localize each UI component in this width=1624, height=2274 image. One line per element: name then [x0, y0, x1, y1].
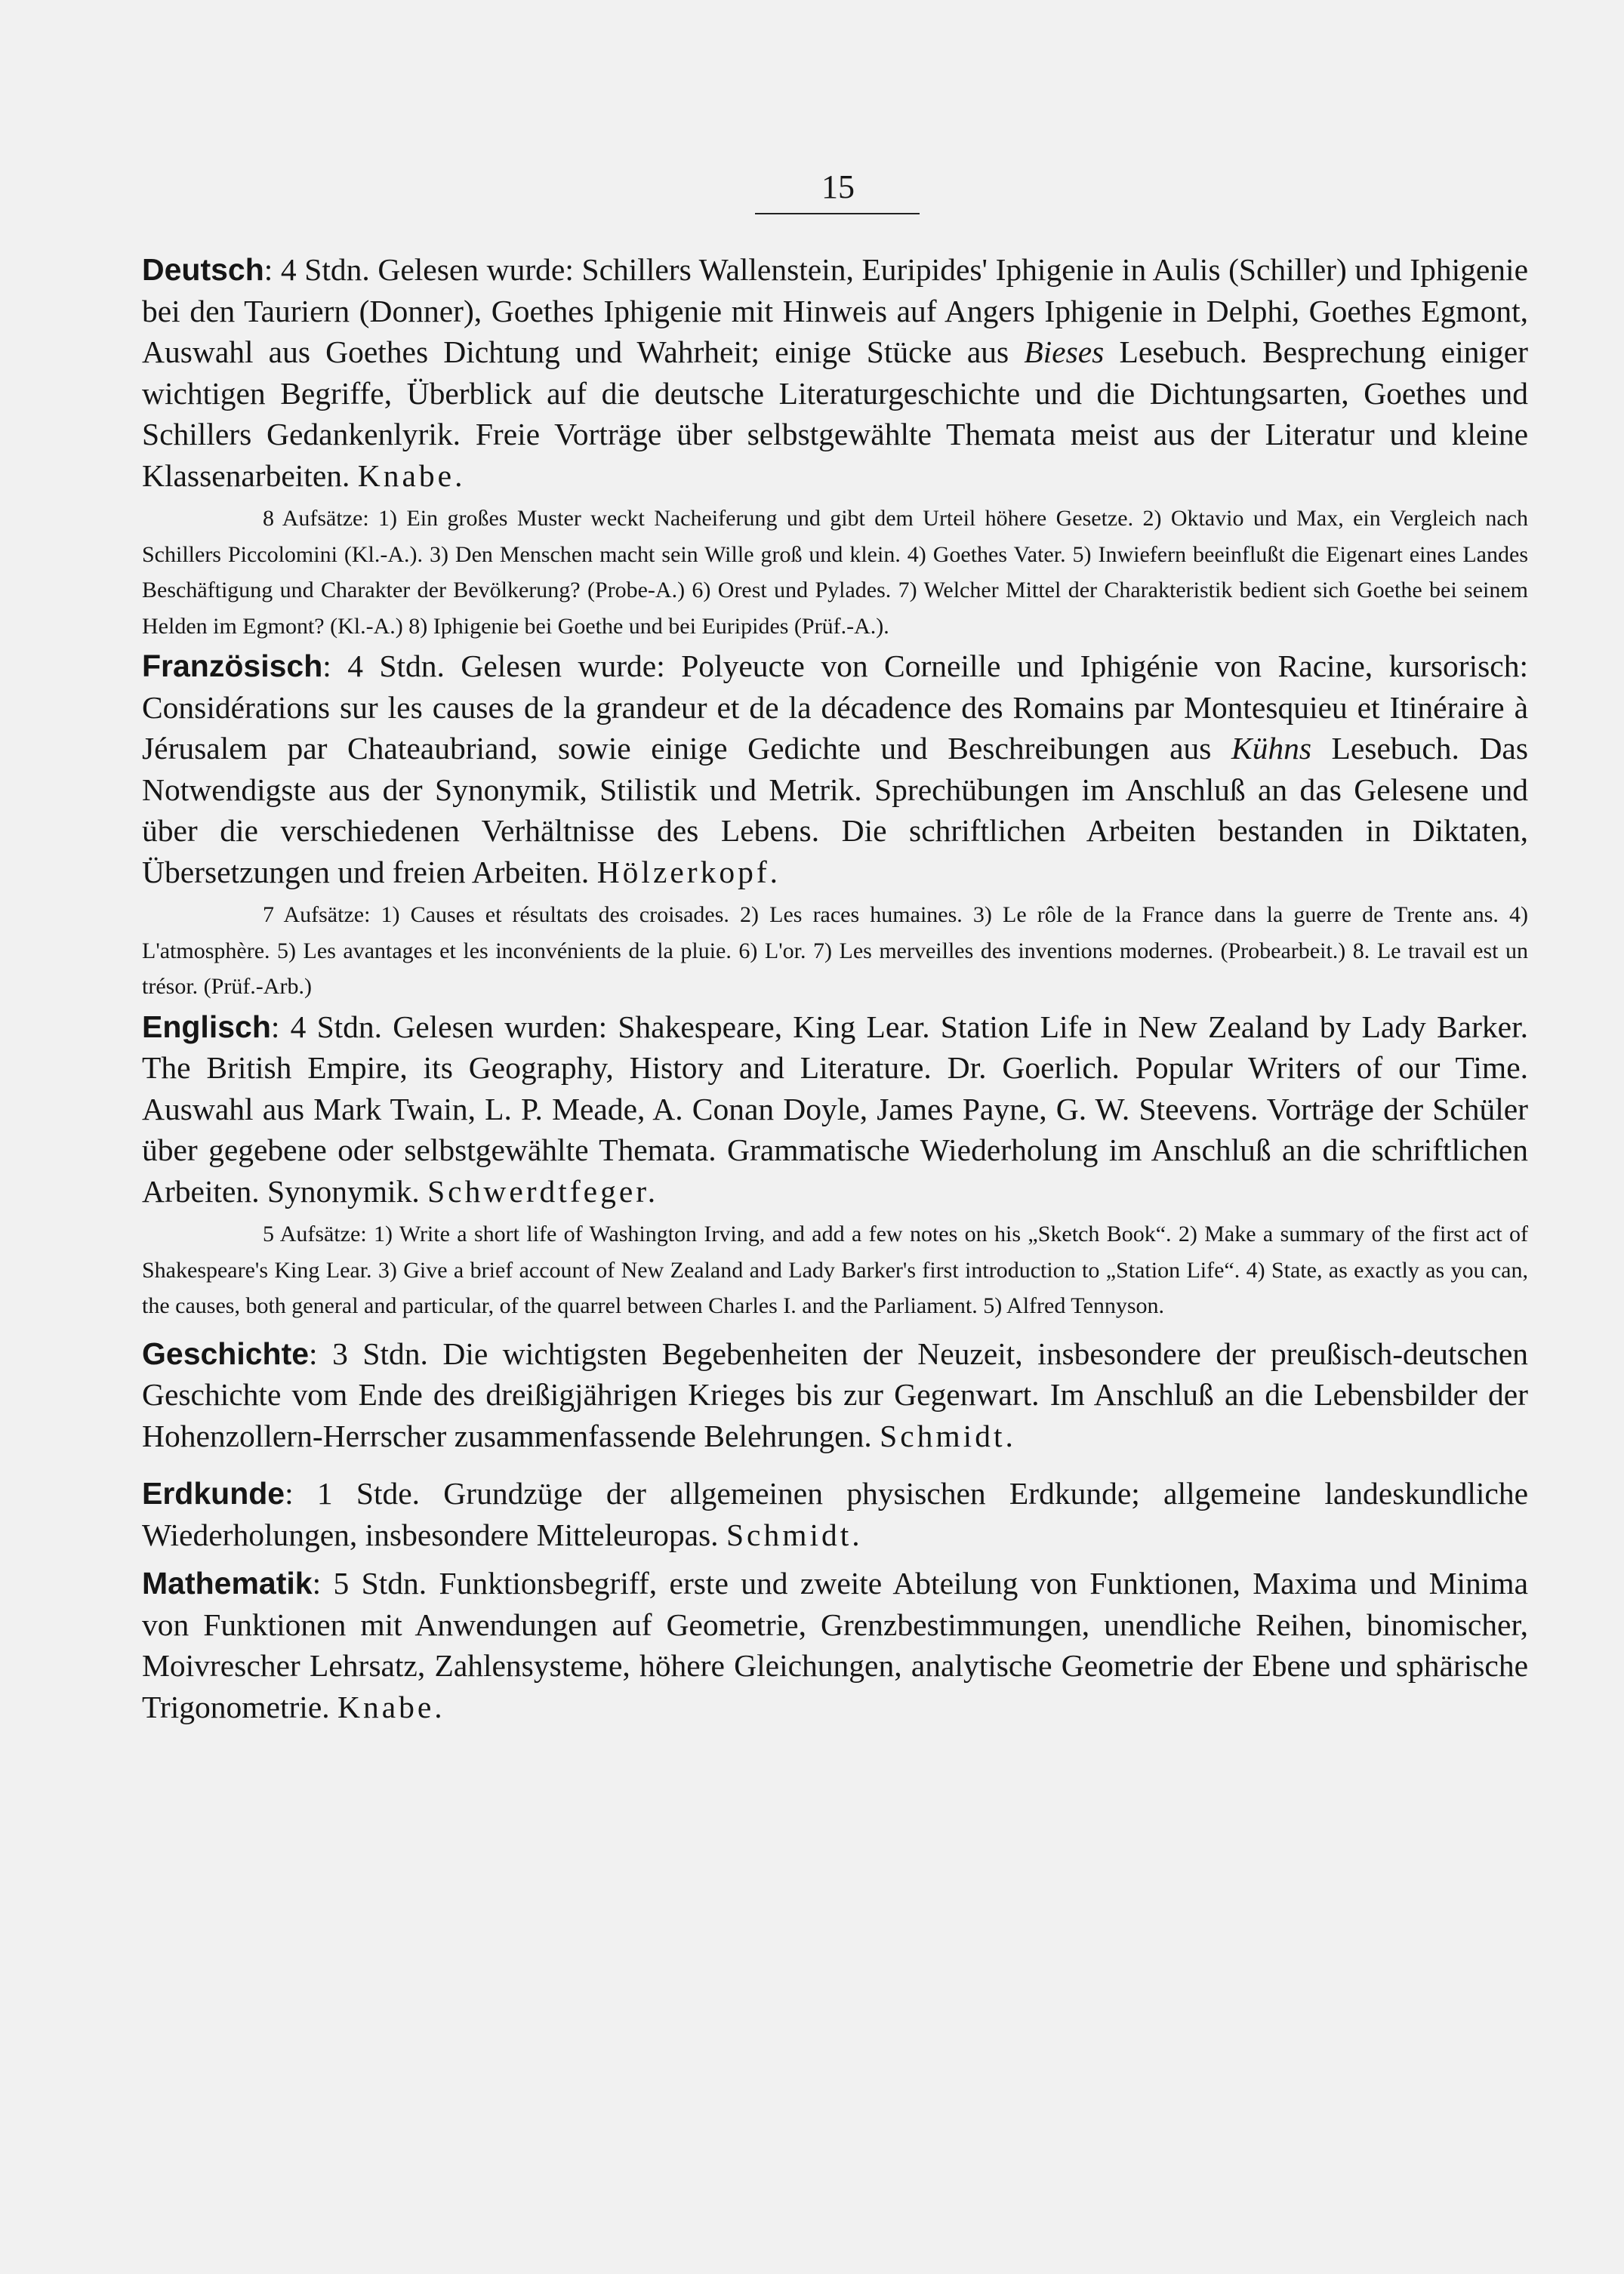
- page-number-rule: [755, 213, 920, 214]
- section-geschichte: [142, 1333, 1528, 1457]
- erdkunde-subject: Erdkunde: [142, 1476, 285, 1511]
- section-erdkunde: [142, 1473, 1528, 1555]
- deutsch-essays: 8 Aufsätze: 1) Ein großes Muster weckt Nacheiferung und gibt dem Urteil höhere Gesetze. 2) Oktavio und Max, ein Vergleich nach Schillers Piccolomini (Kl.-A.). 3) Den Menschen macht sein Wille groß und klein. 4) Goethes Vater. 5) Inwiefern beeinflußt die Eigenart eines Landes Beschäftigung und Charakter der Bevölkerung? (Probe-A.) 6) Orest und Pylades. 7) Welcher Mittel der Charakteristik bedient sich Goethe bei seinem Helden im Egmont? (Kl.-A.) 8) Iphigenie bei Goethe und bei Euripides (Prüf.-A.).: [142, 506, 1528, 639]
- section-franzoesisch: [142, 646, 1528, 1005]
- franzoesisch-essays: 7 Aufsätze: 1) Causes et résultats des croisades. 2) Les races humaines. 3) Le rôle de la France dans la guerre de Trente ans. 4) L'atmosphère. 5) Les avantages et les inconvénients de la pluie. 6) L'or. 7) Les merveilles des inventions modernes. (Probearbeit.) 8. Le travail est un trésor. (Prüf.-Arb.): [142, 902, 1528, 999]
- englisch-text-a: : 4 Stdn. Gelesen wurden: Shakespeare, King Lear. Station Life in New Zealand by Lady Barker. The British Empire, its Geography, History and Literature. Dr. Goerlich. Popular Writers of our Time. Auswahl aus Mark Twain, L. P. Meade, A. Conan Doyle, James Payne, G. W. Steevens. Vorträge der Schüler über gegebene oder selbstgewählte Themata. Grammatische Wiederholung im Anschluß an die schriftlichen Arbeiten. Synonymik.: [142, 1009, 1528, 1209]
- spacer: [142, 1555, 1528, 1563]
- section-englisch: [142, 1006, 1528, 1324]
- geschichte-text-a: : 3 Stdn. Die wichtigsten Begebenheiten der Neuzeit, insbesondere der preußisch-deutschen Geschichte vom Ende des dreißigjährigen Krieges bis zur Gegenwart. Im Anschluß an die Lebensbilder der Hohenzollern-Herrscher zusammenfassende Belehrungen.: [142, 1336, 1528, 1453]
- franzoesisch-teacher: Hölzerkopf.: [596, 854, 781, 889]
- englisch-subject: Englisch: [142, 1009, 271, 1044]
- page-content: [142, 249, 1528, 1727]
- spacer: [142, 1326, 1528, 1333]
- franzoesisch-text-a: : 4 Stdn. Gelesen wurde: Polyeucte von Corneille und Iphigénie von Racine, kursorisch: Considérations sur les causes de la grandeur et de la décadence des Romains par Montesquieu et Itinéraire à Jérusalem par Chateaubriand, sowie einige Gedichte und Beschreibungen aus: [142, 649, 1528, 766]
- franzoesisch-italic: Kühns: [1231, 731, 1312, 766]
- franzoesisch-paragraph: [142, 646, 1528, 892]
- deutsch-text-a: : 4 Stdn. Gelesen wurde: Schillers Wallenstein, Euripides' Iphigenie in Aulis (Schiller) und Iphigenie bei den Tauriern (Donner), Goethes Iphigenie mit Hinweis auf Angers Iphigenie in Delphi, Goethes Egmont, Auswahl aus Goethes Dichtung und Wahrheit; einige Stücke aus: [142, 252, 1528, 369]
- franzoesisch-subject: Französisch: [142, 649, 323, 683]
- mathematik-text-a: : 5 Stdn. Funktionsbegriff, erste und zweite Abteilung von Funktionen, Maxima und Minima von Funktionen mit Anwendungen auf Geometrie, Grenzbestimmungen, unendliche Reihen, binomischer, Moivrescher Lehrsatz, Zahlensysteme, höhere Gleichungen, analytische Geometrie der Ebene und sphärische Trigonometrie.: [142, 1566, 1528, 1724]
- englisch-paragraph: [142, 1006, 1528, 1212]
- deutsch-paragraph: [142, 249, 1528, 496]
- deutsch-text-b: Lesebuch. Besprechung einiger wichtigen Begriffe, Überblick auf die deutsche Literaturgeschichte und die Dichtungsarten, Goethes und Schillers Gedankenlyrik. Freie Vorträge über selbstgewählte Themata meist aus der Literatur und kleine Klassenarbeiten.: [142, 334, 1528, 493]
- deutsch-subject: Deutsch: [142, 252, 264, 287]
- erdkunde-text-a: : 1 Stde. Grundzüge der allgemeinen physischen Erdkunde; allgemeine landeskundliche Wiederholungen, insbesondere Mitteleuropas.: [142, 1476, 1528, 1552]
- spacer: [142, 1456, 1528, 1473]
- franzoesisch-text-b: Lesebuch. Das Notwendigste aus der Synonymik, Stilistik und Metrik. Sprechübungen im Anschluß an das Gelesene und über die verschiedenen Verhältnisse des Lebens. Die schriftlichen Arbeiten bestanden in Diktaten, Übersetzungen und freien Arbeiten.: [142, 731, 1528, 889]
- mathematik-subject: Mathematik: [142, 1566, 313, 1601]
- mathematik-teacher: Knabe.: [337, 1689, 445, 1724]
- mathematik-paragraph: [142, 1563, 1528, 1727]
- geschichte-paragraph: [142, 1333, 1528, 1457]
- deutsch-teacher: Knabe.: [357, 458, 466, 493]
- englisch-teacher: Schwerdtfeger.: [427, 1173, 659, 1209]
- geschichte-teacher: Schmidt.: [880, 1418, 1016, 1453]
- section-mathematik: [142, 1563, 1528, 1727]
- englisch-essays: 5 Aufsätze: 1) Write a short life of Washington Irving, and add a few notes on his „Sketch Book“. 2) Make a summary of the first act of Shakespeare's King Lear. 3) Give a brief account of New Zealand and Lady Barker's first introduction to „Station Life“. 4) State, as exactly as you can, the causes, both general and particular, of the quarrel between Charles I. and the Parliament. 5) Alfred Tennyson.: [142, 1222, 1528, 1318]
- deutsch-italic: Bieses: [1024, 334, 1105, 369]
- erdkunde-paragraph: [142, 1473, 1528, 1555]
- page-number: 15: [821, 168, 855, 205]
- geschichte-subject: Geschichte: [142, 1336, 310, 1371]
- section-deutsch: [142, 249, 1528, 644]
- erdkunde-teacher: Schmidt.: [726, 1517, 863, 1552]
